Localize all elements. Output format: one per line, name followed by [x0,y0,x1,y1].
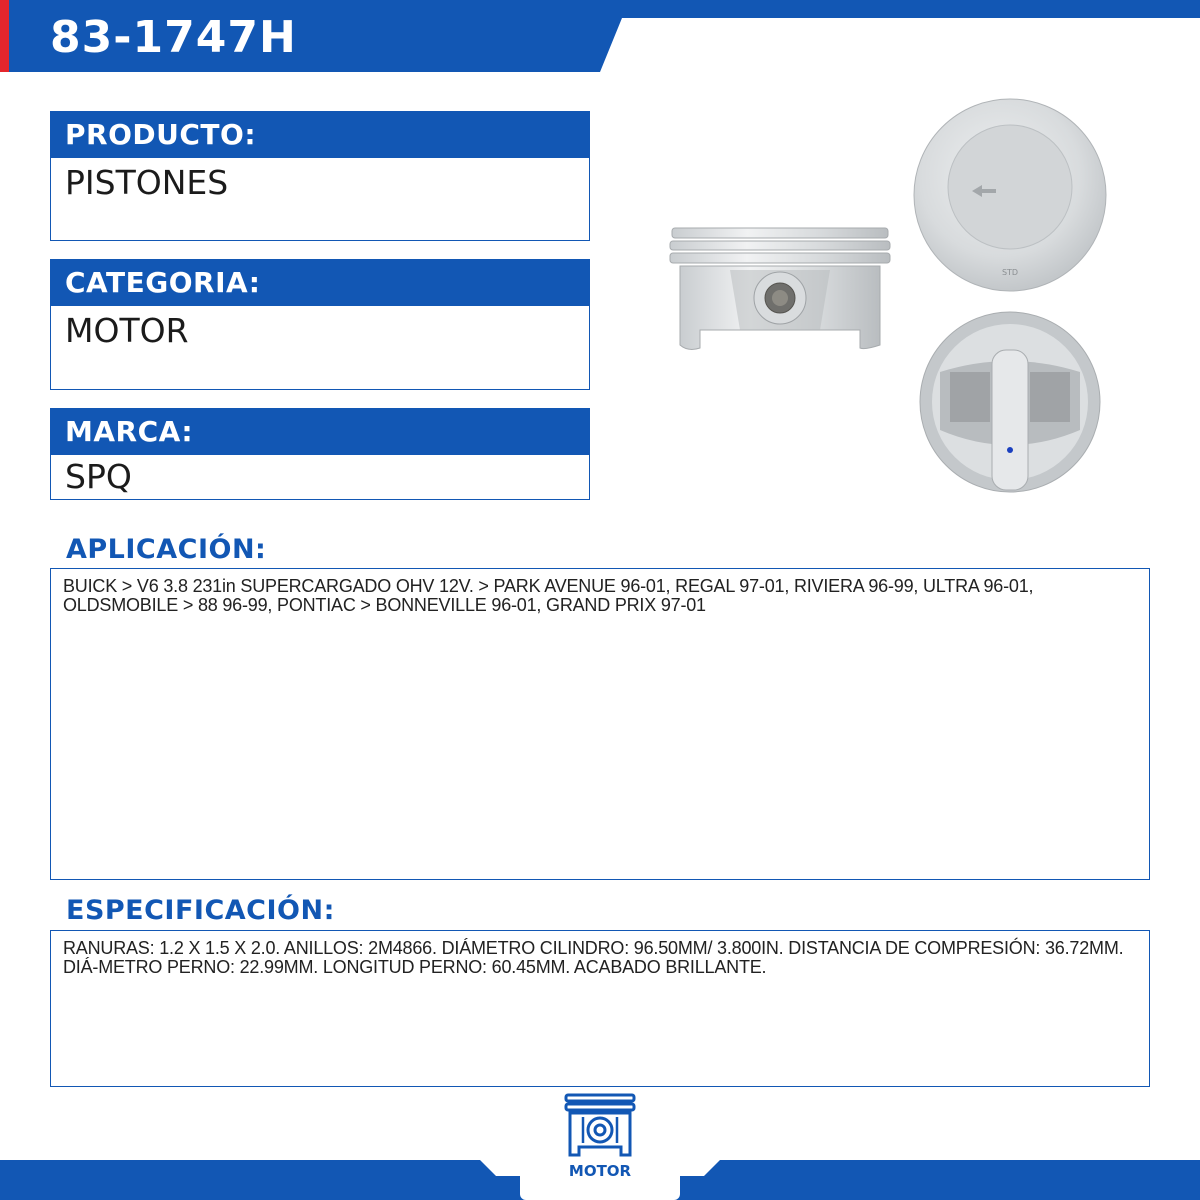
aplicacion-text: BUICK > V6 3.8 231in SUPERCARGADO OHV 12V. > PARK AVENUE 96-01, REGAL 97-01, RIVIERA 96-99, ULTRA 96-01, OLDSMOBILE > 88 96-99, PONTIAC > BONNEVILLE 96-01, GRAND PRIX 97-01 [63,576,1034,615]
marca-value: SPQ [65,457,132,496]
piston-top-image [910,95,1110,295]
std-marking: STD [1001,268,1019,277]
especificacion-text: RANURAS: 1.2 X 1.5 X 2.0. ANILLOS: 2M4866. DIÁMETRO CILINDRO: 96.50MM/ 3.800IN. DISTANCIA DE COMPRESIÓN: 36.72MM. DIÁ-METRO PERNO: 22.99MM. LONGITUD PERNO: 60.45MM. ACABADO BRILLANTE. [63,938,1124,977]
producto-label: PRODUCTO: [51,112,589,158]
piston-side-image [660,220,900,365]
producto-field [50,111,590,241]
part-number-title: 83-1747H [50,12,297,63]
aplicacion-title: APLICACIÓN: [66,534,267,565]
categoria-label: CATEGORIA: [51,260,589,306]
footer-category-label: MOTOR [568,1162,632,1180]
piston-bottom-image [910,310,1110,500]
especificacion-box [50,930,1150,1087]
marca-field [50,408,590,500]
marca-label: MARCA: [51,409,589,455]
aplicacion-box [50,568,1150,880]
categoria-value: MOTOR [65,311,189,350]
engine-piston-icon [563,1093,637,1159]
producto-value: PISTONES [65,163,229,202]
categoria-field [50,259,590,390]
especificacion-title: ESPECIFICACIÓN: [66,895,335,926]
